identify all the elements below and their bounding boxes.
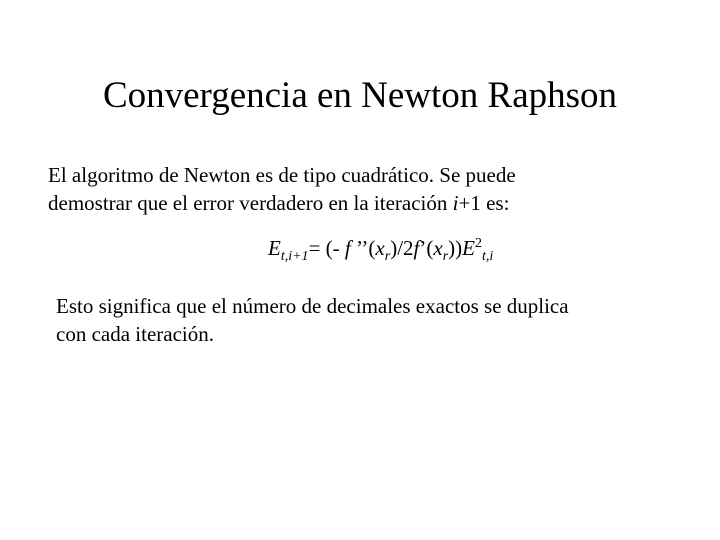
formula-E2: E	[462, 236, 475, 260]
formula-E-subscript: t,i+1	[280, 249, 309, 264]
formula-second-derivative-mark: ’’(	[350, 236, 376, 260]
formula-x1: x	[375, 236, 385, 260]
intro-line-2	[48, 189, 516, 217]
conclusion-line-2: con cada iteración.	[56, 322, 214, 346]
error-formula	[268, 234, 493, 262]
iteration-variable: i	[452, 191, 459, 215]
intro-line-2-end: +1 es:	[458, 191, 510, 215]
formula-x1-subscript: r	[384, 249, 391, 264]
formula-f2: f	[413, 236, 420, 260]
formula-E2-subscript: t,i	[481, 249, 494, 264]
formula-E: E	[268, 236, 281, 260]
conclusion-paragraph	[56, 292, 569, 348]
formula-equals: = (-	[308, 236, 345, 260]
slide-title: Convergencia en Newton Raphson	[102, 75, 618, 116]
formula-first-derivative-mark: ’(	[419, 236, 434, 260]
formula-close: ))	[448, 236, 463, 260]
intro-paragraph	[48, 161, 516, 217]
formula-divide: )/2	[390, 236, 414, 260]
formula-x2: x	[433, 236, 443, 260]
formula-x2-subscript: r	[442, 249, 449, 264]
intro-line-1: El algoritmo de Newton es de tipo cuadrático. Se puede	[48, 163, 516, 187]
formula-f: f	[344, 236, 351, 260]
formula-E2-superscript: 2	[474, 236, 482, 251]
conclusion-line-1: Esto significa que el número de decimales exactos se duplica	[56, 294, 569, 318]
intro-line-2-text: demostrar que el error verdadero en la iteración	[48, 191, 453, 215]
